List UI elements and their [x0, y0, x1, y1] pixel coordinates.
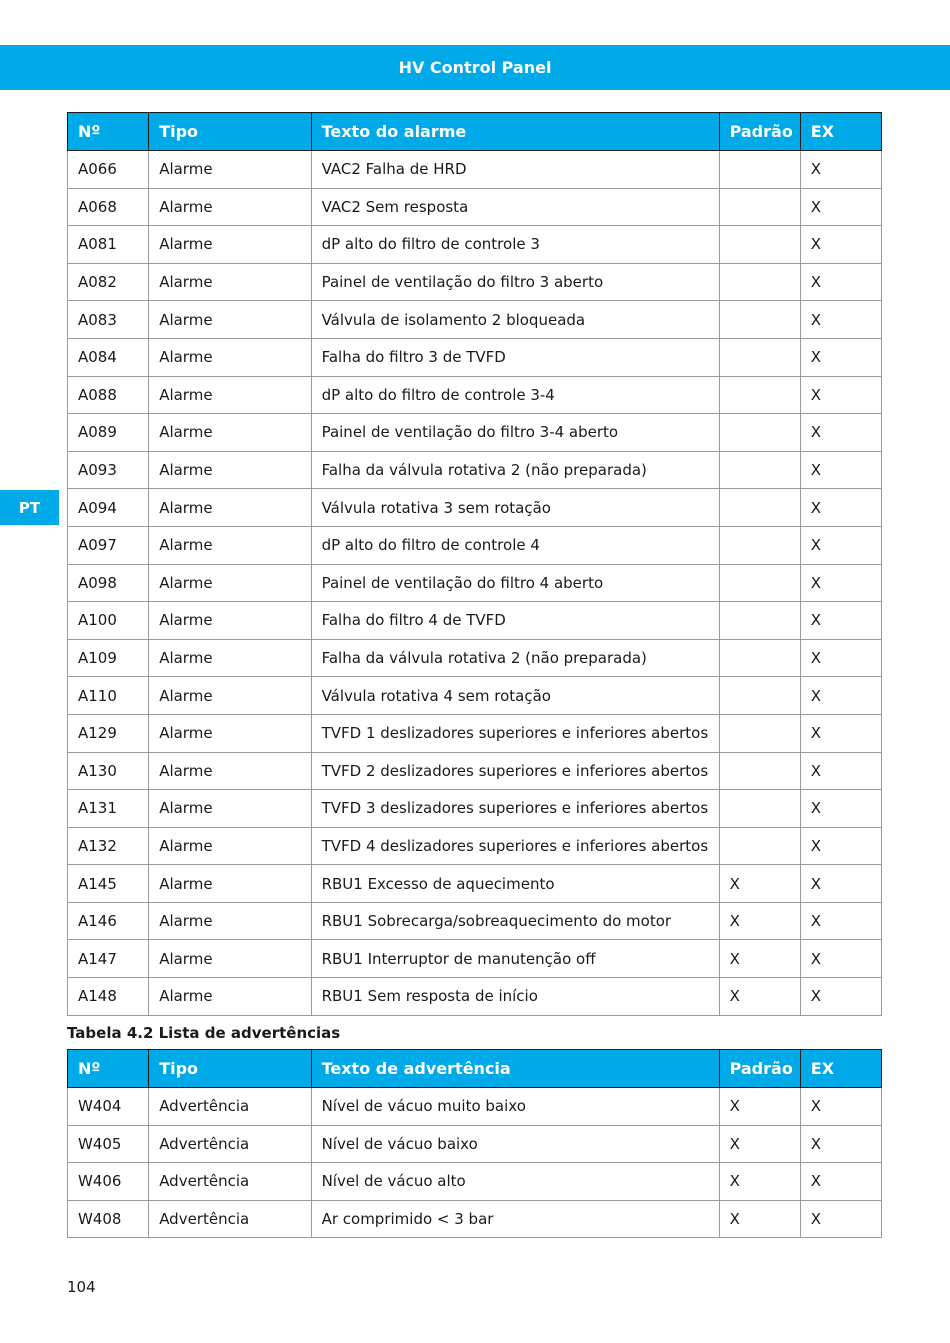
cell-number: A147	[68, 940, 149, 978]
cell-ex: X	[800, 902, 881, 940]
cell-number: W408	[68, 1200, 149, 1238]
table-row	[68, 1163, 882, 1201]
cell-text: dP alto do filtro de controle 3-4	[311, 376, 719, 414]
column-header-padrao: Padrão	[719, 113, 800, 151]
cell-ex: X	[800, 489, 881, 527]
cell-ex: X	[800, 1088, 881, 1126]
cell-type: Alarme	[149, 226, 311, 264]
cell-number: W404	[68, 1088, 149, 1126]
cell-ex: X	[800, 602, 881, 640]
cell-ex: X	[800, 526, 881, 564]
cell-standard	[719, 564, 800, 602]
cell-text: Nível de vácuo muito baixo	[311, 1088, 719, 1126]
cell-standard: X	[719, 940, 800, 978]
cell-ex: X	[800, 1163, 881, 1201]
cell-ex: X	[800, 752, 881, 790]
cell-ex: X	[800, 865, 881, 903]
cell-text: TVFD 2 deslizadores superiores e inferiores abertos	[311, 752, 719, 790]
cell-ex: X	[800, 451, 881, 489]
cell-text: Falha do filtro 3 de TVFD	[311, 338, 719, 376]
table-row	[68, 865, 882, 903]
table-row	[68, 902, 882, 940]
table-row	[68, 338, 882, 376]
cell-ex: X	[800, 978, 881, 1016]
table-row	[68, 151, 882, 189]
cell-standard	[719, 151, 800, 189]
cell-number: A145	[68, 865, 149, 903]
cell-ex: X	[800, 414, 881, 452]
cell-type: Alarme	[149, 978, 311, 1016]
cell-number: A089	[68, 414, 149, 452]
table-row	[68, 1200, 882, 1238]
cell-standard	[719, 451, 800, 489]
cell-ex: X	[800, 827, 881, 865]
cell-number: A132	[68, 827, 149, 865]
cell-ex: X	[800, 714, 881, 752]
cell-text: RBU1 Sobrecarga/sobreaquecimento do motor	[311, 902, 719, 940]
cell-number: A129	[68, 714, 149, 752]
column-header-n: Nº	[68, 113, 149, 151]
cell-standard	[719, 376, 800, 414]
cell-ex: X	[800, 338, 881, 376]
cell-ex: X	[800, 1125, 881, 1163]
table-row	[68, 639, 882, 677]
cell-ex: X	[800, 301, 881, 339]
cell-text: Ar comprimido < 3 bar	[311, 1200, 719, 1238]
alarm-table	[67, 112, 882, 1016]
cell-type: Alarme	[149, 263, 311, 301]
cell-number: A081	[68, 226, 149, 264]
table-row	[68, 489, 882, 527]
cell-number: A130	[68, 752, 149, 790]
cell-ex: X	[800, 639, 881, 677]
language-tab	[0, 490, 59, 525]
cell-type: Alarme	[149, 526, 311, 564]
cell-type: Alarme	[149, 677, 311, 715]
column-header-ex: EX	[800, 1050, 881, 1088]
cell-number: A066	[68, 151, 149, 189]
cell-text: Painel de ventilação do filtro 3-4 aberto	[311, 414, 719, 452]
cell-standard	[719, 827, 800, 865]
warning-table	[67, 1049, 882, 1238]
column-header-n: Nº	[68, 1050, 149, 1088]
cell-type: Advertência	[149, 1163, 311, 1201]
cell-text: Válvula de isolamento 2 bloqueada	[311, 301, 719, 339]
cell-text: VAC2 Falha de HRD	[311, 151, 719, 189]
table-row	[68, 827, 882, 865]
cell-number: A068	[68, 188, 149, 226]
cell-text: Falha da válvula rotativa 2 (não preparada)	[311, 639, 719, 677]
cell-number: A146	[68, 902, 149, 940]
cell-number: A082	[68, 263, 149, 301]
table-row	[68, 376, 882, 414]
cell-type: Alarme	[149, 752, 311, 790]
column-header-texto: Texto do alarme	[311, 113, 719, 151]
cell-text: Válvula rotativa 4 sem rotação	[311, 677, 719, 715]
table-row	[68, 564, 882, 602]
cell-number: W405	[68, 1125, 149, 1163]
table-row	[68, 1125, 882, 1163]
cell-type: Alarme	[149, 489, 311, 527]
column-header-texto: Texto de advertência	[311, 1050, 719, 1088]
cell-number: A131	[68, 790, 149, 828]
cell-text: Nível de vácuo baixo	[311, 1125, 719, 1163]
cell-type: Alarme	[149, 790, 311, 828]
cell-ex: X	[800, 790, 881, 828]
cell-ex: X	[800, 376, 881, 414]
table-row	[68, 226, 882, 264]
cell-number: A088	[68, 376, 149, 414]
cell-standard	[719, 188, 800, 226]
cell-standard	[719, 526, 800, 564]
cell-type: Alarme	[149, 414, 311, 452]
cell-standard	[719, 414, 800, 452]
cell-type: Alarme	[149, 940, 311, 978]
cell-type: Alarme	[149, 376, 311, 414]
table-row	[68, 188, 882, 226]
page-number: 104	[67, 1278, 96, 1296]
cell-ex: X	[800, 564, 881, 602]
table-header-row	[68, 113, 882, 151]
cell-text: Válvula rotativa 3 sem rotação	[311, 489, 719, 527]
cell-ex: X	[800, 226, 881, 264]
cell-number: A098	[68, 564, 149, 602]
cell-number: A100	[68, 602, 149, 640]
cell-type: Alarme	[149, 451, 311, 489]
table-row	[68, 752, 882, 790]
header-title: HV Control Panel	[398, 58, 552, 77]
cell-text: dP alto do filtro de controle 4	[311, 526, 719, 564]
cell-standard	[719, 602, 800, 640]
cell-text: RBU1 Sem resposta de início	[311, 978, 719, 1016]
cell-standard: X	[719, 865, 800, 903]
table-row	[68, 602, 882, 640]
cell-type: Alarme	[149, 151, 311, 189]
column-header-ex: EX	[800, 113, 881, 151]
table-row	[68, 978, 882, 1016]
page-header	[0, 45, 950, 90]
cell-type: Alarme	[149, 301, 311, 339]
table-row	[68, 451, 882, 489]
cell-standard	[719, 639, 800, 677]
cell-text: Falha do filtro 4 de TVFD	[311, 602, 719, 640]
cell-number: A110	[68, 677, 149, 715]
table-row	[68, 301, 882, 339]
column-header-padrao: Padrão	[719, 1050, 800, 1088]
cell-standard	[719, 263, 800, 301]
cell-number: A094	[68, 489, 149, 527]
cell-standard: X	[719, 1163, 800, 1201]
cell-number: A109	[68, 639, 149, 677]
cell-ex: X	[800, 263, 881, 301]
cell-type: Alarme	[149, 602, 311, 640]
cell-ex: X	[800, 940, 881, 978]
cell-text: dP alto do filtro de controle 3	[311, 226, 719, 264]
cell-ex: X	[800, 1200, 881, 1238]
cell-type: Alarme	[149, 639, 311, 677]
column-header-tipo: Tipo	[149, 1050, 311, 1088]
cell-text: TVFD 4 deslizadores superiores e inferiores abertos	[311, 827, 719, 865]
cell-text: RBU1 Interruptor de manutenção off	[311, 940, 719, 978]
table-row	[68, 940, 882, 978]
cell-ex: X	[800, 151, 881, 189]
cell-standard: X	[719, 978, 800, 1016]
cell-type: Advertência	[149, 1125, 311, 1163]
cell-text: Painel de ventilação do filtro 4 aberto	[311, 564, 719, 602]
cell-number: A084	[68, 338, 149, 376]
cell-text: RBU1 Excesso de aquecimento	[311, 865, 719, 903]
cell-type: Alarme	[149, 902, 311, 940]
cell-standard	[719, 790, 800, 828]
cell-type: Advertência	[149, 1088, 311, 1126]
cell-standard	[719, 752, 800, 790]
column-header-tipo: Tipo	[149, 113, 311, 151]
cell-text: Nível de vácuo alto	[311, 1163, 719, 1201]
cell-type: Alarme	[149, 338, 311, 376]
cell-number: A148	[68, 978, 149, 1016]
cell-number: A097	[68, 526, 149, 564]
cell-standard: X	[719, 902, 800, 940]
table-header-row	[68, 1050, 882, 1088]
cell-number: A083	[68, 301, 149, 339]
table-caption: Tabela 4.2 Lista de advertências	[67, 1024, 341, 1042]
table-row	[68, 714, 882, 752]
cell-text: TVFD 3 deslizadores superiores e inferiores abertos	[311, 790, 719, 828]
cell-standard: X	[719, 1200, 800, 1238]
cell-type: Alarme	[149, 714, 311, 752]
table-row	[68, 677, 882, 715]
cell-ex: X	[800, 677, 881, 715]
cell-text: Falha da válvula rotativa 2 (não preparada)	[311, 451, 719, 489]
cell-type: Alarme	[149, 188, 311, 226]
cell-type: Alarme	[149, 865, 311, 903]
cell-text: VAC2 Sem resposta	[311, 188, 719, 226]
table-row	[68, 790, 882, 828]
cell-standard	[719, 338, 800, 376]
cell-text: TVFD 1 deslizadores superiores e inferiores abertos	[311, 714, 719, 752]
table-row	[68, 1088, 882, 1126]
cell-number: A093	[68, 451, 149, 489]
cell-number: W406	[68, 1163, 149, 1201]
cell-type: Alarme	[149, 827, 311, 865]
cell-type: Alarme	[149, 564, 311, 602]
cell-standard: X	[719, 1125, 800, 1163]
cell-standard	[719, 301, 800, 339]
cell-standard: X	[719, 1088, 800, 1126]
cell-text: Painel de ventilação do filtro 3 aberto	[311, 263, 719, 301]
table-row	[68, 414, 882, 452]
cell-standard	[719, 489, 800, 527]
table-row	[68, 526, 882, 564]
table-row	[68, 263, 882, 301]
cell-type: Advertência	[149, 1200, 311, 1238]
cell-standard	[719, 226, 800, 264]
cell-standard	[719, 677, 800, 715]
cell-standard	[719, 714, 800, 752]
cell-ex: X	[800, 188, 881, 226]
language-label: PT	[18, 498, 41, 517]
